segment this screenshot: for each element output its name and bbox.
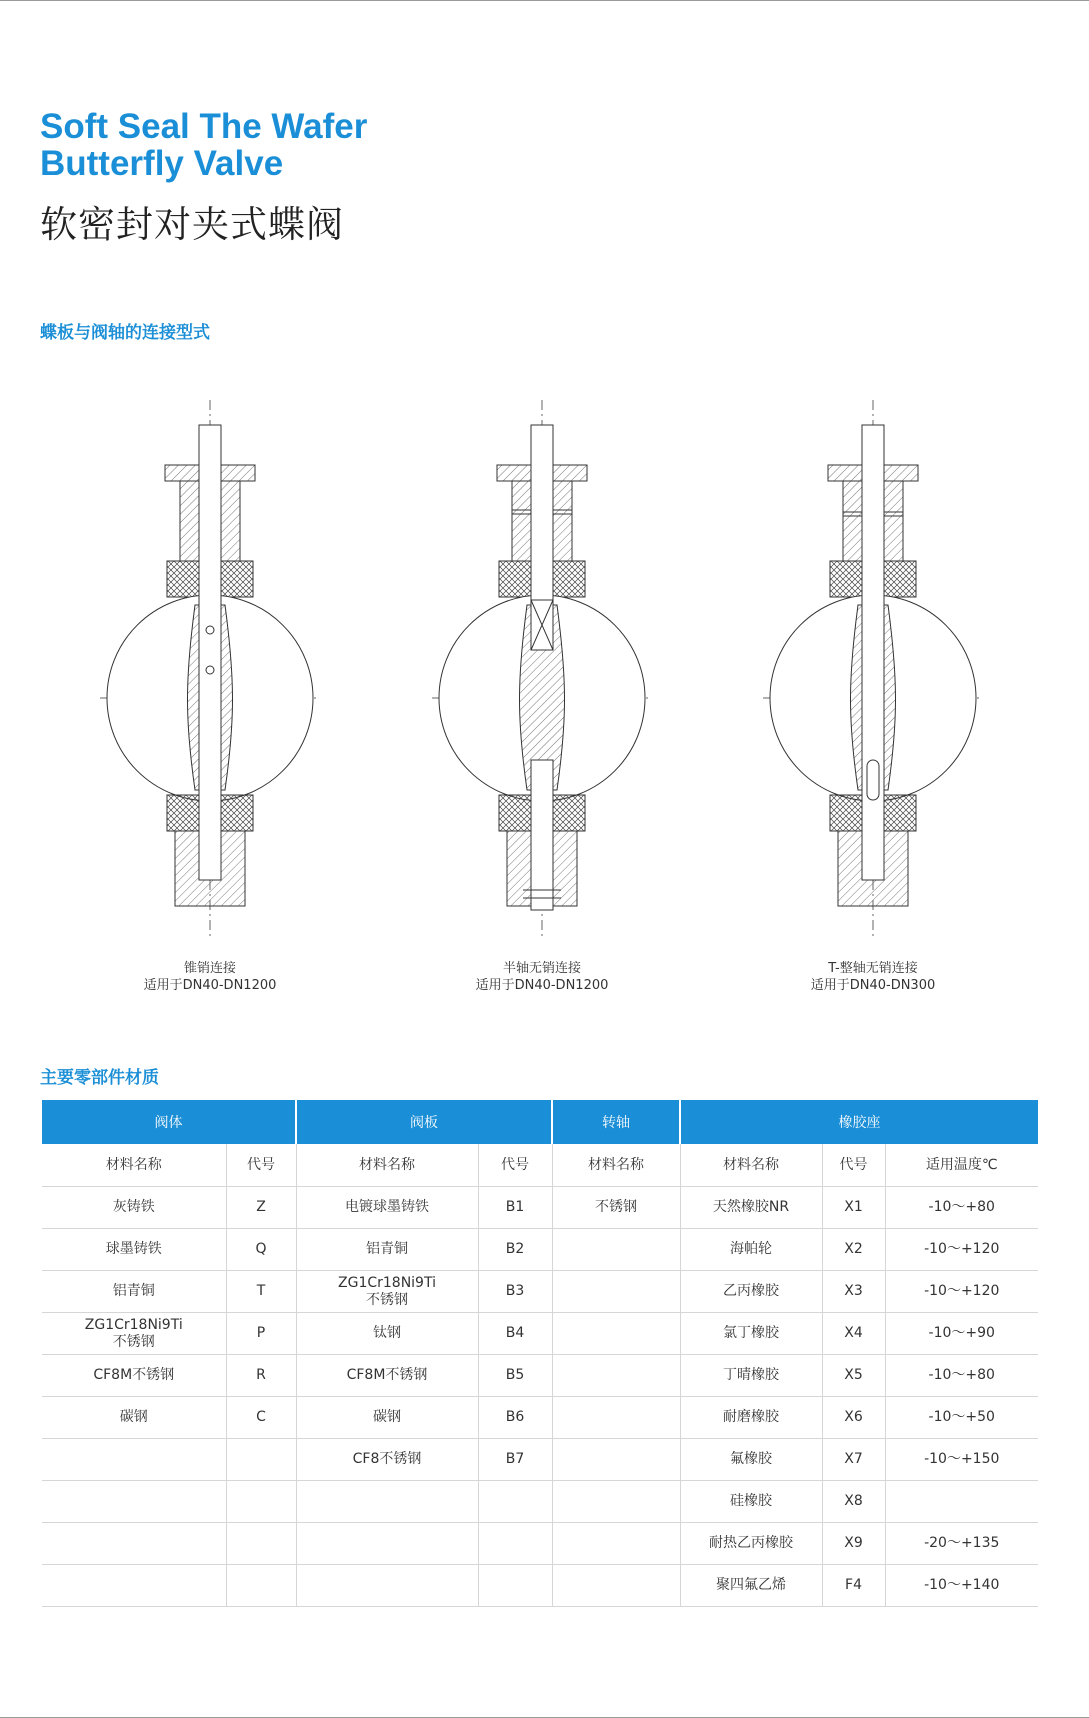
table-cell: CF8不锈钢 (296, 1439, 478, 1481)
table-cell: Z (226, 1187, 296, 1229)
table-cell: P (226, 1313, 296, 1355)
table-cell: 不锈钢 (552, 1187, 680, 1229)
table-cell: 碳钢 (42, 1397, 226, 1439)
table-cell: X5 (822, 1355, 885, 1397)
table-cell: F4 (822, 1565, 885, 1607)
table-group-header-row (42, 1100, 1038, 1144)
diagram-caption-1 (60, 960, 360, 994)
table-cell (42, 1565, 226, 1607)
table-cell: 铝青铜 (42, 1271, 226, 1313)
valve-diagram-taper-pin (75, 390, 345, 950)
table-cell: Q (226, 1229, 296, 1271)
table-cell (552, 1229, 680, 1271)
table-cell (552, 1481, 680, 1523)
table-cell (478, 1523, 552, 1565)
table-cell: B4 (478, 1313, 552, 1355)
table-cell (226, 1565, 296, 1607)
table-row (42, 1523, 1038, 1565)
table-cell: -10～+150 (885, 1439, 1038, 1481)
table-cell: -10～+120 (885, 1229, 1038, 1271)
table-cell: 硅橡胶 (680, 1481, 822, 1523)
page-title-en (40, 108, 367, 182)
table-cell (552, 1439, 680, 1481)
table-cell (42, 1481, 226, 1523)
valve-drawing (100, 400, 320, 940)
subheader-cell: 代号 (822, 1144, 885, 1187)
table-cell (552, 1397, 680, 1439)
table-cell: 碳钢 (296, 1397, 478, 1439)
table-cell (296, 1565, 478, 1607)
valve-drawing (763, 400, 983, 940)
table-cell (552, 1523, 680, 1565)
subheader-cell: 材料名称 (296, 1144, 478, 1187)
group-header-shaft: 转轴 (552, 1100, 680, 1144)
table-row (42, 1355, 1038, 1397)
subheader-cell: 材料名称 (552, 1144, 680, 1187)
table-cell: B6 (478, 1397, 552, 1439)
table-cell: 灰铸铁 (42, 1187, 226, 1229)
table-cell (552, 1313, 680, 1355)
caption-line1: 锥销连接 (183, 961, 236, 976)
valve-diagram-t-shaft (738, 390, 1008, 950)
table-cell: T (226, 1271, 296, 1313)
table-cell: 聚四氟乙烯 (680, 1565, 822, 1607)
caption-line2: 适用于DN40-DN300 (810, 978, 936, 993)
table-cell (226, 1481, 296, 1523)
table-cell: 球墨铸铁 (42, 1229, 226, 1271)
group-header-rubber-seat: 橡胶座 (680, 1100, 1038, 1144)
table-cell: X1 (822, 1187, 885, 1229)
group-header-valve-disc: 阀板 (296, 1100, 552, 1144)
table-row (42, 1187, 1038, 1229)
table-cell: -10～+140 (885, 1565, 1038, 1607)
table-cell: -20～+135 (885, 1523, 1038, 1565)
title-en-line1: Soft Seal The Wafer (40, 107, 368, 146)
table-cell: -10～+120 (885, 1271, 1038, 1313)
table-cell: ZG1Cr18Ni9Ti 不锈钢 (296, 1271, 478, 1313)
table-cell: X4 (822, 1313, 885, 1355)
table-cell: C (226, 1397, 296, 1439)
subheader-cell: 材料名称 (42, 1144, 226, 1187)
table-cell: -10～+90 (885, 1313, 1038, 1355)
subheader-cell: 代号 (226, 1144, 296, 1187)
table-row (42, 1481, 1038, 1523)
valve-diagram-half-shaft (407, 390, 677, 950)
table-cell: X9 (822, 1523, 885, 1565)
table-subheader-row (42, 1144, 1038, 1187)
table-cell: CF8M不锈钢 (296, 1355, 478, 1397)
diagram-caption-2 (392, 960, 692, 994)
caption-line1: 半轴无销连接 (502, 961, 581, 976)
table-row (42, 1565, 1038, 1607)
table-cell: 乙丙橡胶 (680, 1271, 822, 1313)
table-cell (885, 1481, 1038, 1523)
materials-table (42, 1100, 1038, 1607)
table-cell: R (226, 1355, 296, 1397)
table-cell: B2 (478, 1229, 552, 1271)
table-cell: X7 (822, 1439, 885, 1481)
table-cell (296, 1481, 478, 1523)
table-cell: X3 (822, 1271, 885, 1313)
table-row (42, 1439, 1038, 1481)
table-cell (42, 1439, 226, 1481)
caption-line2: 适用于DN40-DN1200 (143, 978, 277, 993)
table-cell: X6 (822, 1397, 885, 1439)
table-cell: -10～+80 (885, 1187, 1038, 1229)
table-cell (226, 1523, 296, 1565)
table-cell: B1 (478, 1187, 552, 1229)
subheader-cell: 适用温度℃ (885, 1144, 1038, 1187)
caption-line1: T-整轴无销连接 (828, 961, 918, 976)
group-header-valve-body: 阀体 (42, 1100, 296, 1144)
table-row (42, 1397, 1038, 1439)
valve-drawing (432, 400, 652, 940)
table-cell: B5 (478, 1355, 552, 1397)
diagram-caption-3 (723, 960, 1023, 994)
table-cell: 氟橡胶 (680, 1439, 822, 1481)
table-cell: 天然橡胶NR (680, 1187, 822, 1229)
table-cell (552, 1355, 680, 1397)
page-title-cn: 软密封对夹式蝶阀 (40, 203, 344, 246)
table-row (42, 1271, 1038, 1313)
table-cell (552, 1271, 680, 1313)
subheader-cell: 材料名称 (680, 1144, 822, 1187)
table-cell: 耐磨橡胶 (680, 1397, 822, 1439)
table-cell: 电镀球墨铸铁 (296, 1187, 478, 1229)
top-rule (0, 0, 1089, 1)
table-cell: -10～+50 (885, 1397, 1038, 1439)
table-cell (552, 1565, 680, 1607)
section-title-materials: 主要零部件材质 (40, 1068, 159, 1088)
table-cell: 氯丁橡胶 (680, 1313, 822, 1355)
table-cell (478, 1481, 552, 1523)
table-cell: 铝青铜 (296, 1229, 478, 1271)
table-cell (296, 1523, 478, 1565)
table-cell (42, 1523, 226, 1565)
table-cell: 海帕轮 (680, 1229, 822, 1271)
title-en-line2: Butterfly Valve (40, 144, 284, 183)
table-cell: X2 (822, 1229, 885, 1271)
table-cell (226, 1439, 296, 1481)
table-cell: B7 (478, 1439, 552, 1481)
table-cell: ZG1Cr18Ni9Ti 不锈钢 (42, 1313, 226, 1355)
table-cell: 耐热乙丙橡胶 (680, 1523, 822, 1565)
table-cell: CF8M不锈钢 (42, 1355, 226, 1397)
subheader-cell: 代号 (478, 1144, 552, 1187)
table-cell: B3 (478, 1271, 552, 1313)
table-cell: 钛钢 (296, 1313, 478, 1355)
table-cell (478, 1565, 552, 1607)
table-row (42, 1313, 1038, 1355)
section-title-connection: 蝶板与阀轴的连接型式 (40, 323, 210, 343)
table-cell: 丁晴橡胶 (680, 1355, 822, 1397)
table-row (42, 1229, 1038, 1271)
table-cell: -10～+80 (885, 1355, 1038, 1397)
caption-line2: 适用于DN40-DN1200 (475, 978, 609, 993)
table-cell: X8 (822, 1481, 885, 1523)
